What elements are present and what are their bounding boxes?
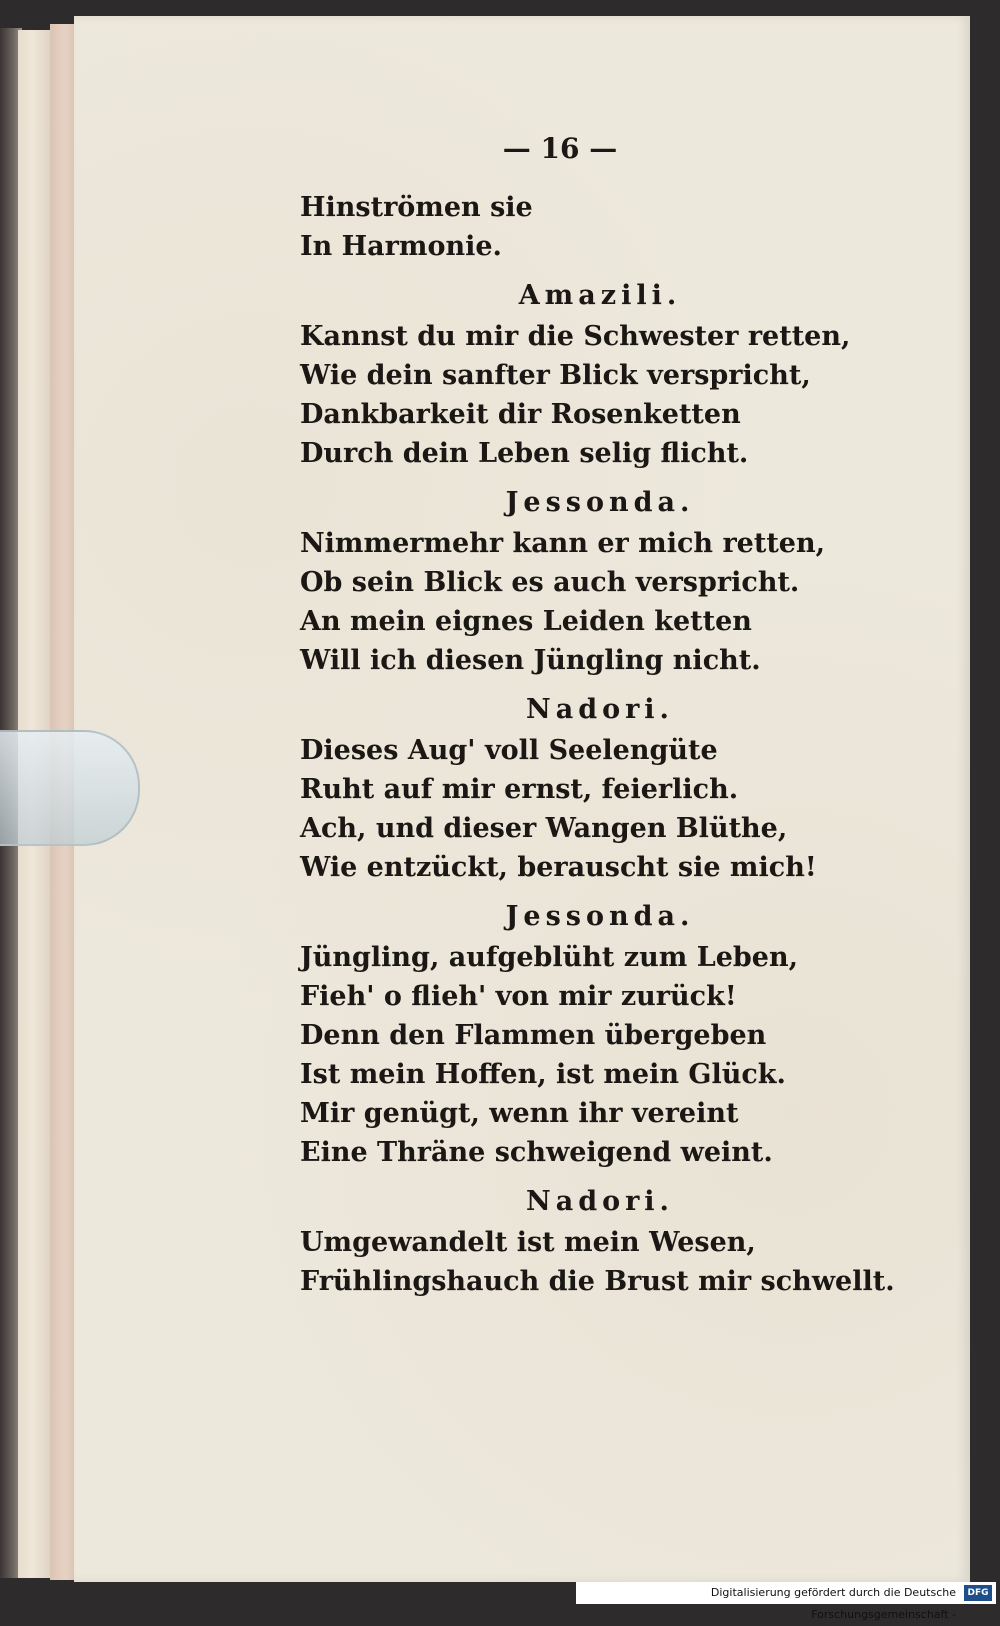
- verse-line: Umgewandelt ist mein Wesen,: [300, 1227, 756, 1258]
- verse-line: Dieses Aug' voll Seelengüte: [300, 735, 718, 766]
- speaker-heading: Amazili.: [518, 280, 682, 311]
- verse-line: Ob sein Blick es auch verspricht.: [300, 567, 800, 598]
- verse-line: Eine Thräne schweigend weint.: [300, 1137, 773, 1168]
- digitization-credit: Digitalisierung gefördert durch die Deutsche Forschungsgemeinschaft -: [576, 1582, 996, 1604]
- page-holder-clip: [0, 730, 140, 846]
- verse-line: Wie dein sanfter Blick verspricht,: [300, 360, 811, 391]
- page-number: — 16 —: [502, 132, 618, 165]
- verse-line: An mein eignes Leiden ketten: [300, 606, 752, 637]
- verse-line: Ruht auf mir ernst, feierlich.: [300, 774, 739, 805]
- verse-line: Dankbarkeit dir Rosenketten: [300, 399, 741, 430]
- verse-line: Denn den Flammen übergeben: [300, 1020, 767, 1051]
- verse-line: Ist mein Hoffen, ist mein Glück.: [300, 1059, 786, 1090]
- speaker-heading: Nadori.: [526, 1186, 674, 1217]
- verse-line: Kannst du mir die Schwester retten,: [300, 321, 851, 352]
- verse-line: Jüngling, aufgeblüht zum Leben,: [300, 942, 798, 973]
- verse-line: In Harmonie.: [300, 231, 502, 262]
- verse-line: Durch dein Leben selig flicht.: [300, 438, 749, 469]
- verse-line: Mir genügt, wenn ihr vereint: [300, 1098, 739, 1129]
- verse-line: Ach, und dieser Wangen Blüthe,: [300, 813, 788, 844]
- verse-line: Fieh' o flieh' von mir zurück!: [300, 981, 737, 1012]
- libretto-text: [300, 188, 895, 1301]
- speaker-heading: Jessonda.: [505, 901, 695, 932]
- verse-line: Wie entzückt, berauscht sie mich!: [300, 852, 817, 883]
- verse-line: Will ich diesen Jüngling nicht.: [300, 645, 761, 676]
- speaker-heading: Jessonda.: [505, 487, 695, 518]
- dfg-logo-icon: DFG: [964, 1585, 992, 1601]
- speaker-heading: Nadori.: [526, 694, 674, 725]
- verse-line: Hinströmen sie: [300, 192, 533, 223]
- verse-line: Frühlingshauch die Brust mir schwellt.: [300, 1266, 895, 1297]
- verse-line: Nimmermehr kann er mich retten,: [300, 528, 825, 559]
